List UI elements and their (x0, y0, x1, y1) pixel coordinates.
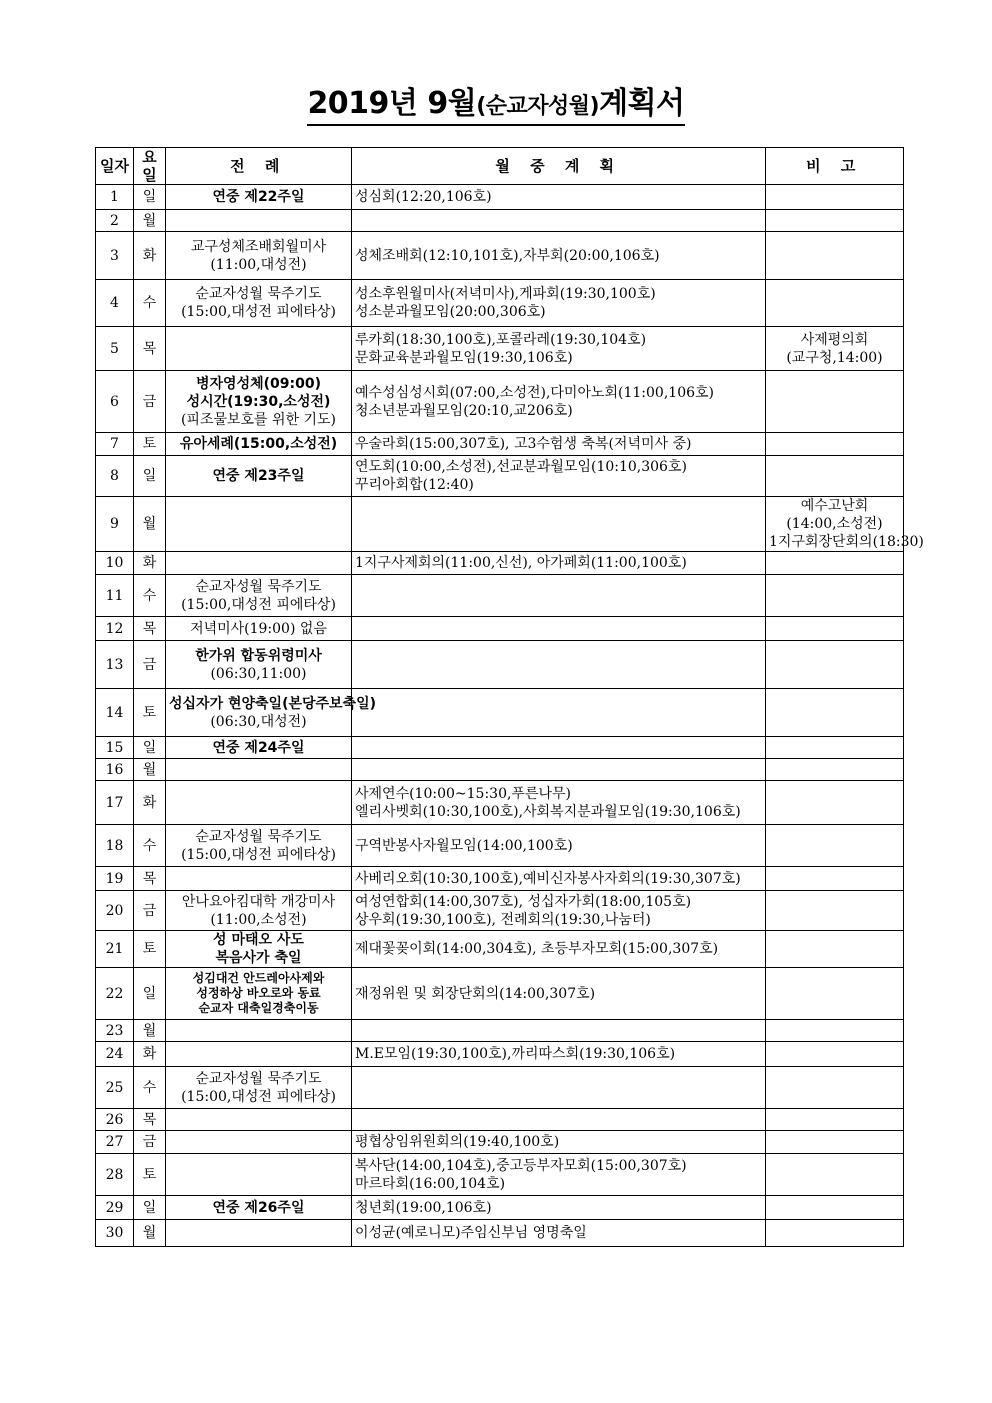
liturgy-line: 안나요아킴대학 개강미사 (181, 893, 336, 910)
liturgy-line: 성김대건 안드레아사제와 (192, 971, 325, 985)
plan-line: 루카회(18:30,100호),포콜라레(19:30,104호) (355, 331, 647, 348)
liturgy-cell (166, 327, 352, 371)
plan-line: 문화교육분과월모임(19:30,106호) (355, 349, 573, 366)
table-row (96, 867, 904, 891)
liturgy-line: (06:30,11:00) (210, 665, 307, 682)
table-row (96, 1154, 904, 1196)
plan-line: 성체조배회(12:10,101호),자부회(20:00,106호) (355, 247, 660, 264)
weekday-cell: 월 (134, 1220, 166, 1247)
plan-line: 꾸리아회합(12:40) (355, 477, 474, 493)
weekday-cell: 일 (134, 1196, 166, 1220)
liturgy-cell (166, 456, 352, 497)
table-row (96, 371, 904, 433)
liturgy-cell (166, 617, 352, 641)
weekday-cell: 토 (134, 433, 166, 456)
liturgy-line: 한가위 합동위령미사 (195, 647, 322, 664)
weekday-cell: 화 (134, 1042, 166, 1067)
liturgy-cell (166, 552, 352, 575)
liturgy-line: 연중 제24주일 (212, 739, 305, 756)
plan-cell (352, 931, 766, 968)
weekday-cell: 목 (134, 617, 166, 641)
liturgy-line: 연중 제22주일 (212, 189, 305, 205)
day-cell: 9 (96, 497, 134, 552)
plan-line: 이성균(예로니모)주임신부님 영명축일 (355, 1225, 587, 1241)
day-cell: 21 (96, 931, 134, 968)
plan-cell (352, 1220, 766, 1247)
liturgy-line: 병자영성체(09:00) (196, 375, 321, 392)
liturgy-line: 성 마태오 사도 (213, 932, 304, 948)
note-cell (766, 433, 904, 456)
liturgy-cell (166, 1109, 352, 1131)
plan-line: 성소후원월미사(저녁미사),게파회(19:30,100호) (355, 286, 656, 302)
title-subtitle: (순교자성월) (476, 94, 600, 119)
liturgy-line: 순교자성월 묵주기도 (195, 1070, 322, 1087)
weekday-cell: 금 (134, 641, 166, 689)
table-row (96, 1067, 904, 1109)
liturgy-line: (피조물보호를 위한 기도) (180, 411, 337, 428)
weekday-cell: 화 (134, 552, 166, 575)
plan-line: 제대꽃꽂이회(14:00,304호), 초등부자모회(15:00,307호) (355, 941, 719, 957)
weekday-cell: 금 (134, 371, 166, 433)
note-cell (766, 1154, 904, 1196)
table-row (96, 456, 904, 497)
day-cell: 1 (96, 185, 134, 210)
note-cell (766, 1131, 904, 1154)
table-row (96, 617, 904, 641)
schedule-table (95, 147, 924, 1247)
liturgy-cell (166, 968, 352, 1020)
weekday-cell: 수 (134, 575, 166, 617)
plan-line: 여성연합회(14:00,307호), 성십자가회(18:00,105호) (355, 893, 692, 910)
note-cell (766, 617, 904, 641)
plan-cell (352, 891, 766, 931)
note-cell (766, 931, 904, 968)
liturgy-cell (166, 1131, 352, 1154)
day-cell: 11 (96, 575, 134, 617)
liturgy-line: 성시간(19:30,소성전) (186, 393, 331, 410)
plan-cell (352, 867, 766, 891)
note-cell (766, 737, 904, 759)
plan-cell (352, 968, 766, 1020)
title-main-a: 2019년 9월 (307, 86, 477, 121)
day-cell: 12 (96, 617, 134, 641)
plan-line: 평협상임위원회의(19:40,100호) (355, 1134, 560, 1150)
plan-line: 청년회(19:00,106호) (355, 1199, 492, 1216)
liturgy-cell (166, 371, 352, 433)
table-row (96, 825, 904, 867)
note-cell (766, 641, 904, 689)
liturgy-cell (166, 232, 352, 280)
plan-cell (352, 232, 766, 280)
plan-cell (352, 617, 766, 641)
liturgy-line: (06:30,대성전) (210, 713, 307, 730)
weekday-cell: 화 (134, 232, 166, 280)
note-cell (766, 210, 904, 232)
note-line: 사제평의회 (800, 331, 869, 348)
liturgy-cell (166, 1042, 352, 1067)
liturgy-cell (166, 891, 352, 931)
liturgy-line: (11:00,대성전) (210, 256, 307, 273)
table-row (96, 433, 904, 456)
plan-cell (352, 825, 766, 867)
weekday-cell: 금 (134, 891, 166, 931)
table-row (96, 891, 904, 931)
liturgy-cell (166, 497, 352, 552)
weekday-cell: 목 (134, 327, 166, 371)
liturgy-line: 복음사가 축일 (215, 950, 302, 966)
liturgy-line: 교구성체조배회월미사 (190, 238, 327, 255)
weekday-cell: 토 (134, 689, 166, 737)
plan-line: 1지구사제회의(11:00,신선), 아가페회(11:00,100호) (355, 555, 687, 571)
liturgy-cell (166, 210, 352, 232)
liturgy-cell (166, 1020, 352, 1042)
header-row (96, 148, 904, 185)
note-cell (766, 1042, 904, 1067)
note-line: 1지구회장단회의(18:30) (769, 534, 924, 550)
day-cell: 26 (96, 1109, 134, 1131)
table-row (96, 1109, 904, 1131)
note-line: (교구청,14:00) (786, 349, 883, 366)
day-cell: 15 (96, 737, 134, 759)
table-row (96, 1220, 904, 1247)
table-row (96, 737, 904, 759)
weekday-cell: 월 (134, 759, 166, 781)
plan-cell (352, 781, 766, 825)
liturgy-line: 연중 제26주일 (212, 1199, 305, 1216)
note-cell (766, 327, 904, 371)
day-cell: 8 (96, 456, 134, 497)
liturgy-line: (15:00,대성전 피에타상) (181, 1088, 336, 1105)
plan-line: 상우회(19:30,100호), 전례회의(19:30,나눔터) (355, 911, 651, 928)
liturgy-line: 순교자성월 묵주기도 (195, 828, 322, 845)
day-cell: 19 (96, 867, 134, 891)
liturgy-cell (166, 759, 352, 781)
liturgy-line: 성십자가 현양축일(본당주보축일) (169, 695, 377, 712)
day-cell: 20 (96, 891, 134, 931)
liturgy-cell (166, 1154, 352, 1196)
day-cell: 2 (96, 210, 134, 232)
day-cell: 4 (96, 280, 134, 327)
weekday-cell: 목 (134, 1109, 166, 1131)
liturgy-cell (166, 781, 352, 825)
header-dow: 요일 (134, 148, 166, 185)
weekday-cell: 토 (134, 931, 166, 968)
weekday-cell: 토 (134, 1154, 166, 1196)
liturgy-line: (11:00,소성전) (210, 911, 307, 928)
table-row (96, 1042, 904, 1067)
note-cell (766, 280, 904, 327)
liturgy-line: 유아세례(15:00,소성전) (179, 436, 338, 452)
note-cell (766, 552, 904, 575)
header-plan: 월 중 계 획 (352, 148, 766, 185)
plan-line: 엘리사벳회(10:30,100호),사회복지분과월모임(19:30,106호) (355, 803, 741, 820)
day-cell: 3 (96, 232, 134, 280)
plan-cell (352, 689, 766, 737)
note-cell (766, 867, 904, 891)
plan-cell (352, 1154, 766, 1196)
liturgy-cell (166, 689, 377, 737)
liturgy-line: 저녁미사(19:00) 없음 (190, 620, 327, 637)
plan-cell (352, 210, 766, 232)
weekday-cell: 일 (134, 185, 166, 210)
liturgy-cell (166, 825, 352, 867)
day-cell: 14 (96, 689, 134, 737)
day-cell: 10 (96, 552, 134, 575)
plan-line: 재정위원 및 회장단회의(14:00,307호) (355, 985, 596, 1002)
liturgy-line: (15:00,대성전 피에타상) (181, 304, 336, 320)
plan-cell (352, 371, 766, 433)
day-cell: 18 (96, 825, 134, 867)
weekday-cell: 금 (134, 1131, 166, 1154)
note-cell (766, 497, 924, 552)
header-note: 비 고 (766, 148, 904, 185)
plan-line: 연도회(10:00,소성전),선교분과월모임(10:10,306호) (355, 459, 687, 475)
plan-cell (352, 327, 766, 371)
plan-cell (352, 759, 766, 781)
liturgy-line: 순교자 대축일경축이동 (198, 1001, 319, 1015)
table-body (96, 185, 924, 1247)
note-cell (766, 185, 904, 210)
note-cell (766, 1109, 904, 1131)
table-row (96, 552, 904, 575)
header-liturgy: 전 례 (166, 148, 352, 185)
plan-cell (352, 1020, 766, 1042)
note-cell (766, 968, 904, 1020)
liturgy-cell (166, 575, 352, 617)
table-row (96, 1131, 904, 1154)
weekday-cell: 월 (134, 497, 166, 552)
document-title (0, 78, 992, 126)
note-line: 예수고난회 (800, 498, 869, 514)
plan-cell (352, 737, 766, 759)
note-cell (766, 891, 904, 931)
note-cell (766, 456, 904, 497)
plan-cell (352, 552, 766, 575)
liturgy-cell (166, 280, 352, 327)
liturgy-line: 순교자성월 묵주기도 (195, 578, 322, 595)
table-row (96, 1020, 904, 1042)
day-cell: 16 (96, 759, 134, 781)
weekday-cell: 월 (134, 1020, 166, 1042)
day-cell: 25 (96, 1067, 134, 1109)
liturgy-cell (166, 433, 352, 456)
liturgy-line: 연중 제23주일 (212, 468, 305, 484)
liturgy-line: 성정하상 바오로와 동료 (196, 986, 321, 1000)
liturgy-cell (166, 1196, 352, 1220)
day-cell: 22 (96, 968, 134, 1020)
table-row (96, 232, 904, 280)
plan-cell (352, 575, 766, 617)
plan-cell (352, 280, 766, 327)
day-cell: 6 (96, 371, 134, 433)
plan-cell (352, 1109, 766, 1131)
weekday-cell: 일 (134, 456, 166, 497)
table-row (96, 689, 904, 737)
header-day: 일자 (96, 148, 134, 185)
weekday-cell: 일 (134, 968, 166, 1020)
plan-cell (352, 1067, 766, 1109)
table-row (96, 280, 904, 327)
table-row (96, 497, 904, 552)
day-cell: 13 (96, 641, 134, 689)
plan-cell (352, 1131, 766, 1154)
note-cell (766, 781, 904, 825)
title-main-b: 계획서 (599, 86, 685, 121)
plan-cell (352, 497, 766, 552)
weekday-cell: 일 (134, 737, 166, 759)
weekday-cell: 수 (134, 825, 166, 867)
liturgy-line: (15:00,대성전 피에타상) (181, 846, 336, 863)
plan-cell (352, 185, 766, 210)
table-row (96, 210, 904, 232)
day-cell: 28 (96, 1154, 134, 1196)
day-cell: 29 (96, 1196, 134, 1220)
liturgy-cell (166, 1220, 352, 1247)
day-cell: 5 (96, 327, 134, 371)
table-row (96, 327, 904, 371)
table-row (96, 781, 904, 825)
day-cell: 30 (96, 1220, 134, 1247)
note-line: (14:00,소성전) (786, 516, 883, 532)
liturgy-cell (166, 185, 352, 210)
plan-line: 구역반봉사자월모임(14:00,100호) (355, 837, 573, 854)
day-cell: 27 (96, 1131, 134, 1154)
plan-line: 사베리오회(10:30,100호),예비신자봉사자회의(19:30,307호) (355, 870, 741, 887)
table-row (96, 185, 904, 210)
plan-line: 우술라회(15:00,307호), 고3수험생 축복(저녁미사 중) (355, 436, 692, 452)
weekday-cell: 수 (134, 1067, 166, 1109)
note-cell (766, 1196, 904, 1220)
liturgy-line: (15:00,대성전 피에타상) (181, 596, 336, 613)
weekday-cell: 화 (134, 781, 166, 825)
plan-line: 마르타회(16:00,104호) (355, 1175, 506, 1192)
plan-cell (352, 1196, 766, 1220)
note-cell (766, 371, 904, 433)
day-cell: 17 (96, 781, 134, 825)
note-cell (766, 232, 904, 280)
plan-cell (352, 456, 766, 497)
note-cell (766, 1020, 904, 1042)
plan-line: 복사단(14:00,104호),중고등부자모회(15:00,307호) (355, 1157, 687, 1174)
plan-line: 성소분과월모임(20:00,306호) (355, 304, 546, 320)
table-row (96, 968, 904, 1020)
note-cell (766, 759, 904, 781)
plan-line: 사제연수(10:00~15:30,푸른나무) (355, 785, 571, 802)
table-row (96, 1196, 904, 1220)
liturgy-line: 순교자성월 묵주기도 (195, 286, 322, 302)
liturgy-cell (166, 641, 352, 689)
day-cell: 23 (96, 1020, 134, 1042)
day-cell: 7 (96, 433, 134, 456)
plan-cell (352, 433, 766, 456)
plan-line: 청소년분과월모임(20:10,교206호) (355, 402, 573, 419)
table-row (96, 931, 904, 968)
weekday-cell: 수 (134, 280, 166, 327)
table-row (96, 641, 904, 689)
plan-line: 성심회(12:20,106호) (355, 189, 492, 205)
plan-line: 예수성심성시회(07:00,소성전),다미아노회(11:00,106호) (355, 384, 714, 401)
plan-cell (352, 641, 766, 689)
liturgy-cell (166, 1067, 352, 1109)
table-row (96, 575, 904, 617)
note-cell (766, 1067, 904, 1109)
plan-cell (352, 1042, 766, 1067)
liturgy-cell (166, 867, 352, 891)
liturgy-cell (166, 931, 352, 968)
weekday-cell: 월 (134, 210, 166, 232)
liturgy-cell (166, 737, 352, 759)
plan-line: M.E모임(19:30,100호),까리따스회(19:30,106호) (355, 1046, 676, 1062)
note-cell (766, 689, 904, 737)
day-cell: 24 (96, 1042, 134, 1067)
note-cell (766, 1220, 904, 1247)
note-cell (766, 575, 904, 617)
table-row (96, 759, 904, 781)
note-cell (766, 825, 904, 867)
weekday-cell: 목 (134, 867, 166, 891)
